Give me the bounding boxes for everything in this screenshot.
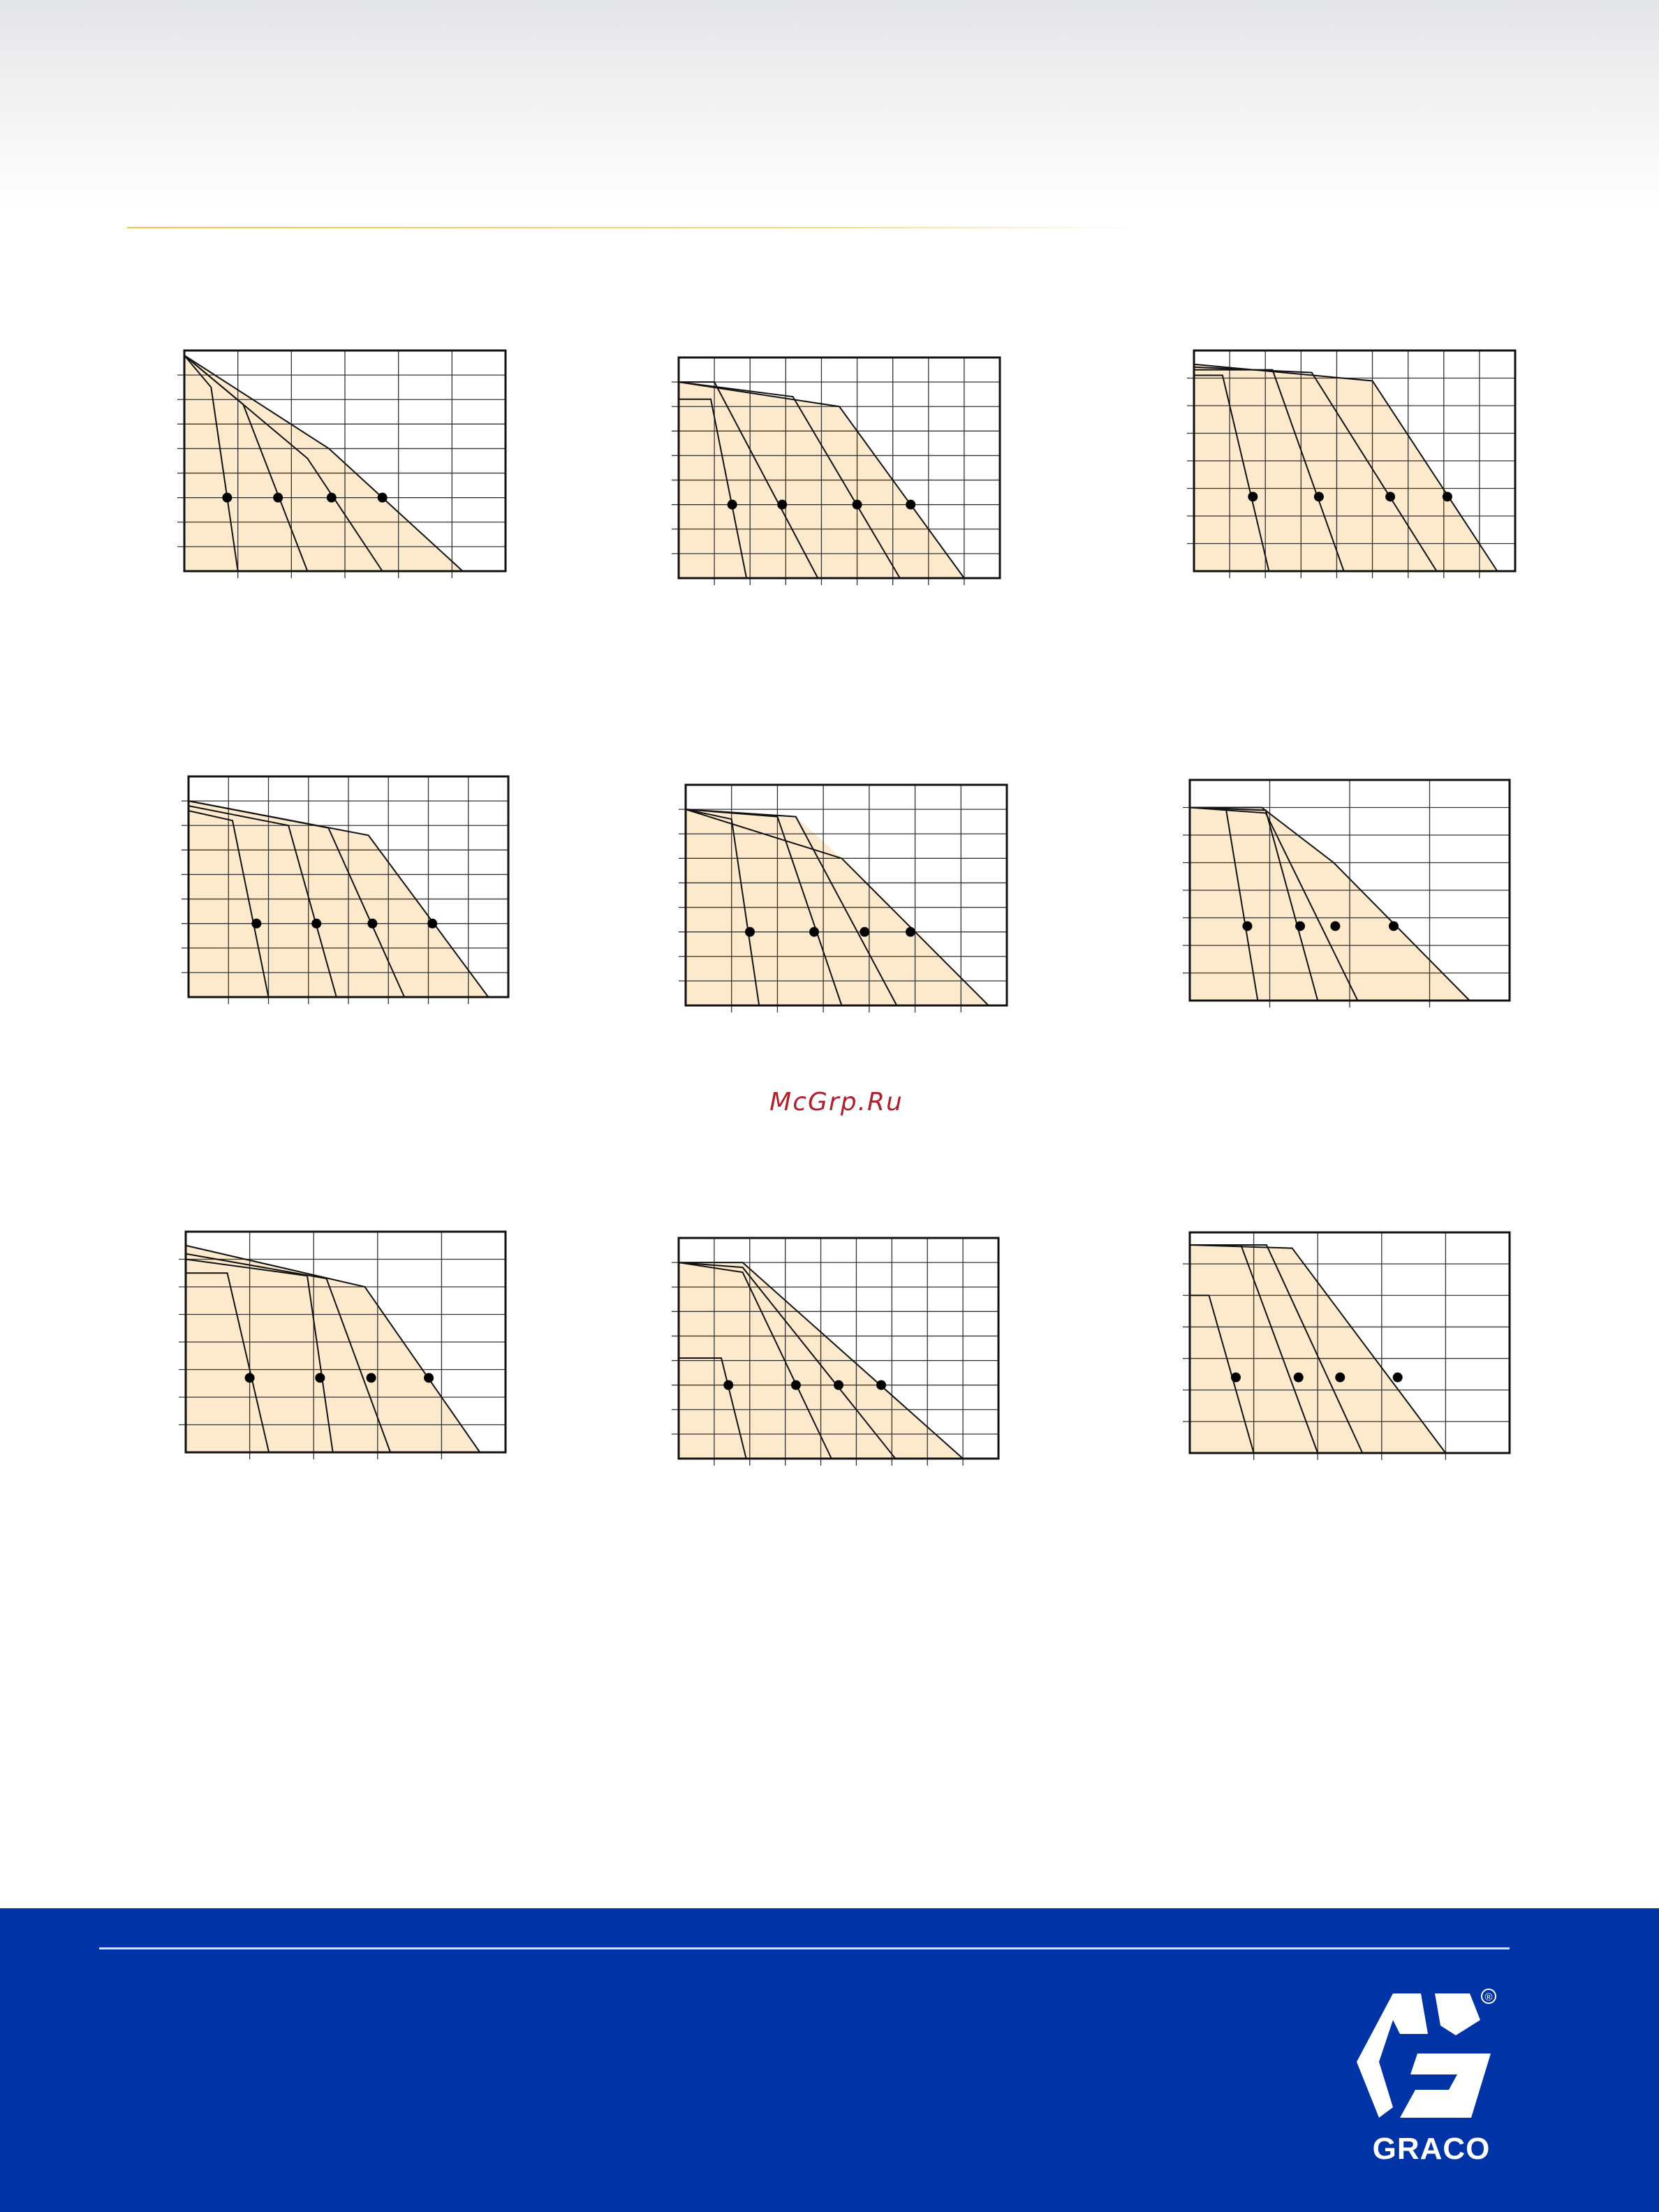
operating-point-4 [427, 919, 437, 929]
operating-point-4 [1393, 1373, 1403, 1382]
operating-point-2 [809, 927, 819, 937]
operating-point-1 [1242, 921, 1252, 931]
operating-point-3 [1385, 492, 1395, 501]
operating-point-3 [860, 927, 869, 937]
operating-point-2 [315, 1373, 325, 1382]
operating-point-4 [424, 1373, 434, 1382]
performance-chart-9 [1183, 1232, 1510, 1460]
operating-point-1 [745, 927, 755, 937]
operating-area [184, 355, 463, 571]
performance-chart-8 [672, 1238, 998, 1466]
operating-point-2 [1295, 921, 1305, 931]
operating-point-2 [1294, 1373, 1304, 1382]
operating-point-1 [1248, 492, 1258, 501]
operating-point-2 [311, 919, 321, 929]
operating-area [1194, 364, 1497, 571]
performance-chart-7 [179, 1232, 506, 1459]
operating-point-4 [906, 500, 915, 510]
operating-point-3 [1335, 1373, 1345, 1382]
operating-point-4 [1443, 492, 1452, 501]
operating-point-3 [367, 919, 377, 929]
operating-area [186, 1246, 480, 1452]
operating-point-3 [834, 1380, 843, 1390]
operating-area [1190, 808, 1470, 1001]
operating-point-4 [906, 927, 915, 937]
performance-chart-4 [182, 776, 508, 1004]
operating-point-3 [327, 493, 337, 503]
operating-point-2 [777, 500, 787, 510]
performance-chart-5 [679, 785, 1007, 1012]
operating-point-4 [1389, 921, 1399, 931]
graco-logo [1351, 1985, 1512, 2174]
operating-point-3 [853, 500, 862, 510]
performance-chart-2 [672, 357, 1000, 585]
graco-wordmark: GRACO [1372, 2132, 1491, 2166]
operating-point-3 [367, 1373, 376, 1382]
operating-point-2 [273, 493, 283, 503]
operating-point-1 [245, 1373, 255, 1382]
operating-point-2 [791, 1380, 801, 1390]
operating-point-1 [222, 493, 232, 503]
operating-point-1 [728, 500, 737, 510]
footer-rule [99, 1947, 1510, 1949]
graco-logo-icon [1351, 1985, 1512, 2132]
watermark: McGrp.Ru [769, 1088, 904, 1116]
operating-point-2 [1314, 492, 1324, 501]
registered-mark: ® [1484, 1991, 1493, 2003]
performance-chart-1 [177, 351, 506, 578]
operating-point-1 [251, 919, 261, 929]
operating-point-1 [1231, 1373, 1241, 1382]
operating-point-4 [876, 1380, 886, 1390]
operating-point-3 [1330, 921, 1340, 931]
operating-point-1 [723, 1380, 733, 1390]
performance-chart-6 [1183, 780, 1510, 1008]
operating-point-4 [378, 493, 388, 503]
footer [0, 1908, 1659, 2212]
performance-chart-3 [1187, 351, 1515, 578]
